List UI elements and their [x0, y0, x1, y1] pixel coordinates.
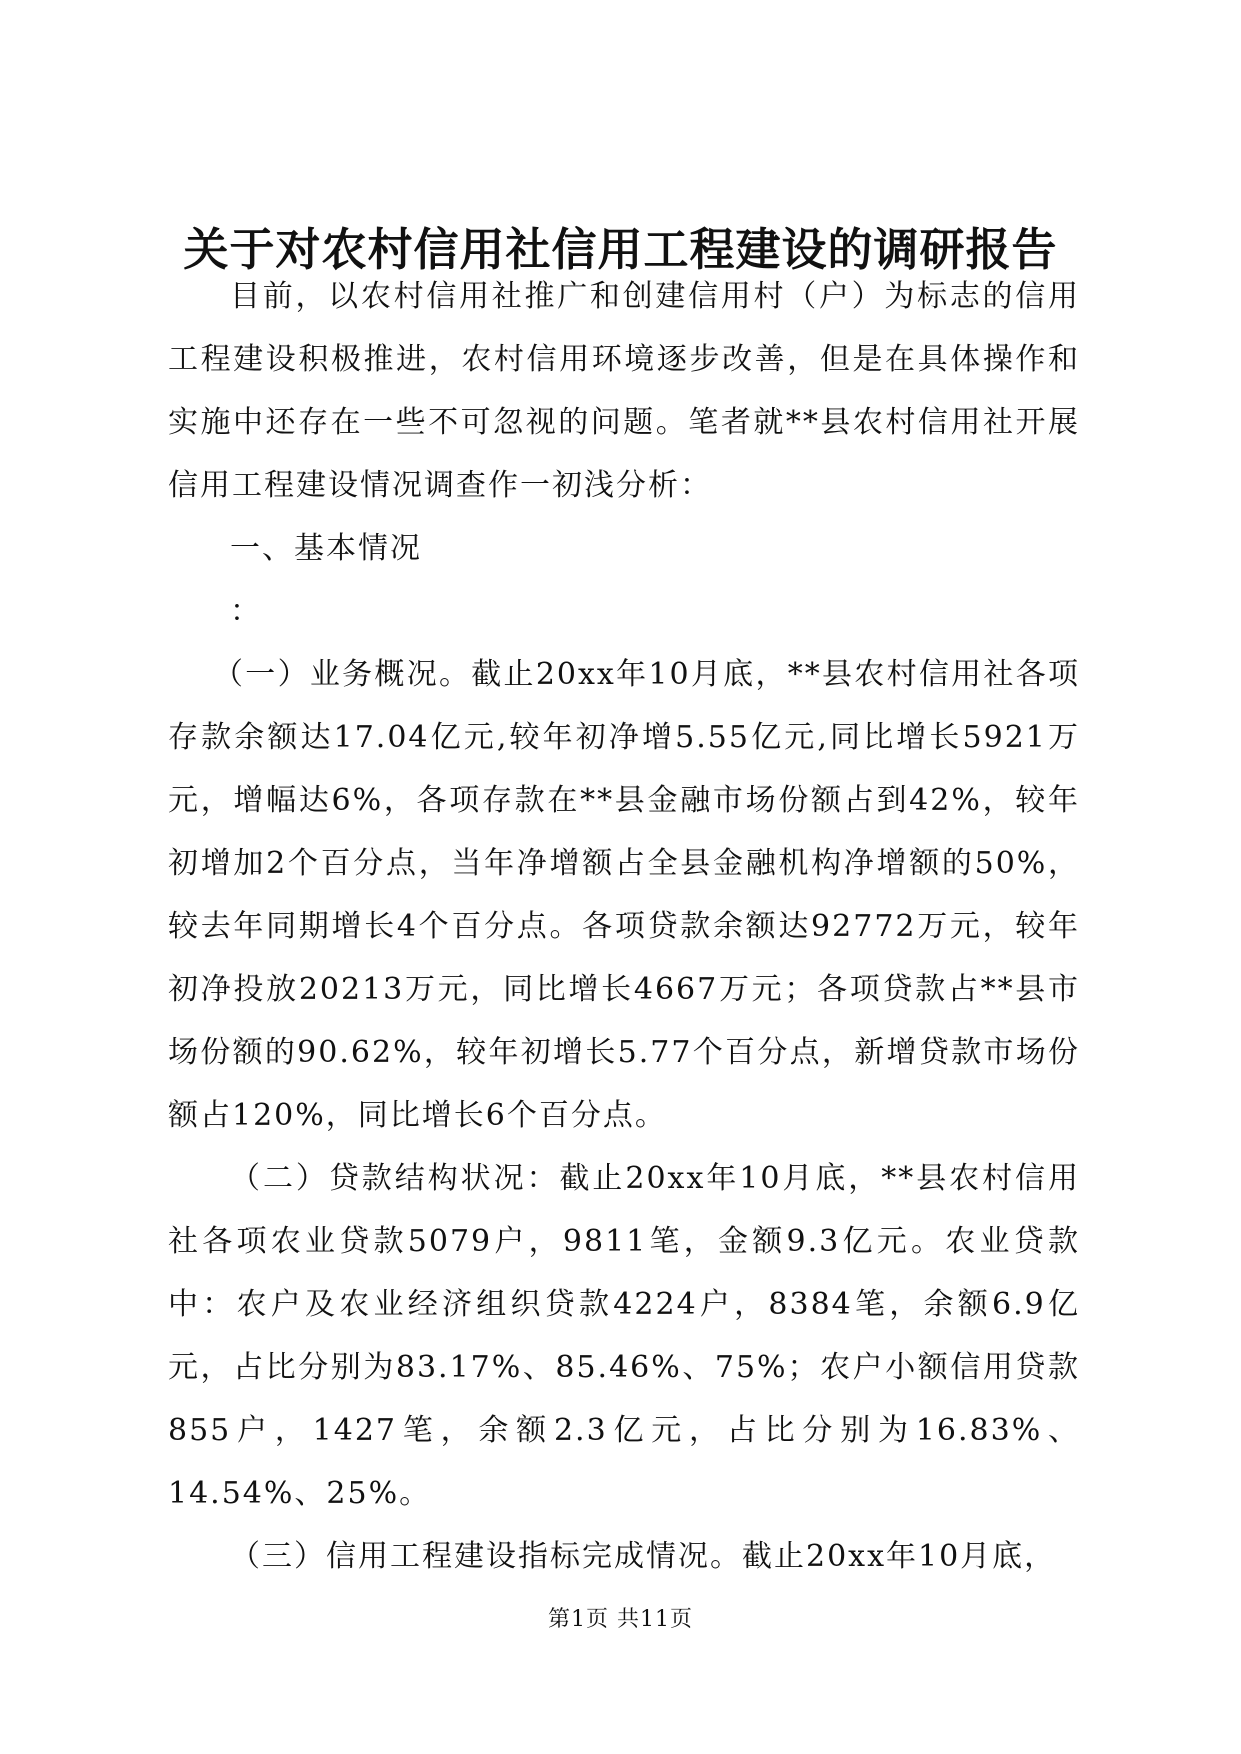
paragraph-credit-project-indicators: （三）信用工程建设指标完成情况。截止20xx年10月底，: [230, 1539, 1057, 1574]
paragraph-business-overview: （一）业务概况。截止20xx年10月底，**县农村信用社各项存款余额达17.04亿元,较年初净增5.55亿元,同比增长5921万元，增幅达6%，各项存款在**县金融市场份额占到42%，较年初增加2个百分点，当年净增额占全县金融机构净增额的50%，较去年同期增长4个百分点。各项贷款余额达92772万元，较年初净投放20213万元，同比增长4667万元；各项贷款占**县市场份额的90.62%，较年初增长5.77个百分点，新增贷款市场份额占120%，同比增长6个百分点。: [168, 657, 1080, 1133]
paragraph-loan-structure: （二）贷款结构状况：截止20xx年10月底，**县农村信用社各项农业贷款5079户，9811笔，金额9.3亿元。农业贷款中：农户及农业经济组织贷款4224户，8384笔，余额6.9亿元，占比分别为83.17%、85.46%、75%；农户小额信用贷款855户，1427笔，余额2.3亿元，占比分别为16.83%、14.54%、25%。: [168, 1161, 1080, 1511]
page-number-footer: 第1页 共11页: [548, 1607, 693, 1632]
document-body: [168, 265, 1080, 1588]
section-colon: ：: [230, 594, 260, 629]
document-title: 关于对农村信用社信用工程建设的调研报告: [183, 223, 1058, 276]
section-heading-basic-situation: 一、基本情况: [230, 531, 422, 566]
intro-paragraph: 目前，以农村信用社推广和创建信用村（户）为标志的信用工程建设积极推进，农村信用环境逐步改善，但是在具体操作和实施中还存在一些不可忽视的问题。笔者就**县农村信用社开展信用工程建设情况调查作一初浅分析：: [168, 279, 1080, 503]
